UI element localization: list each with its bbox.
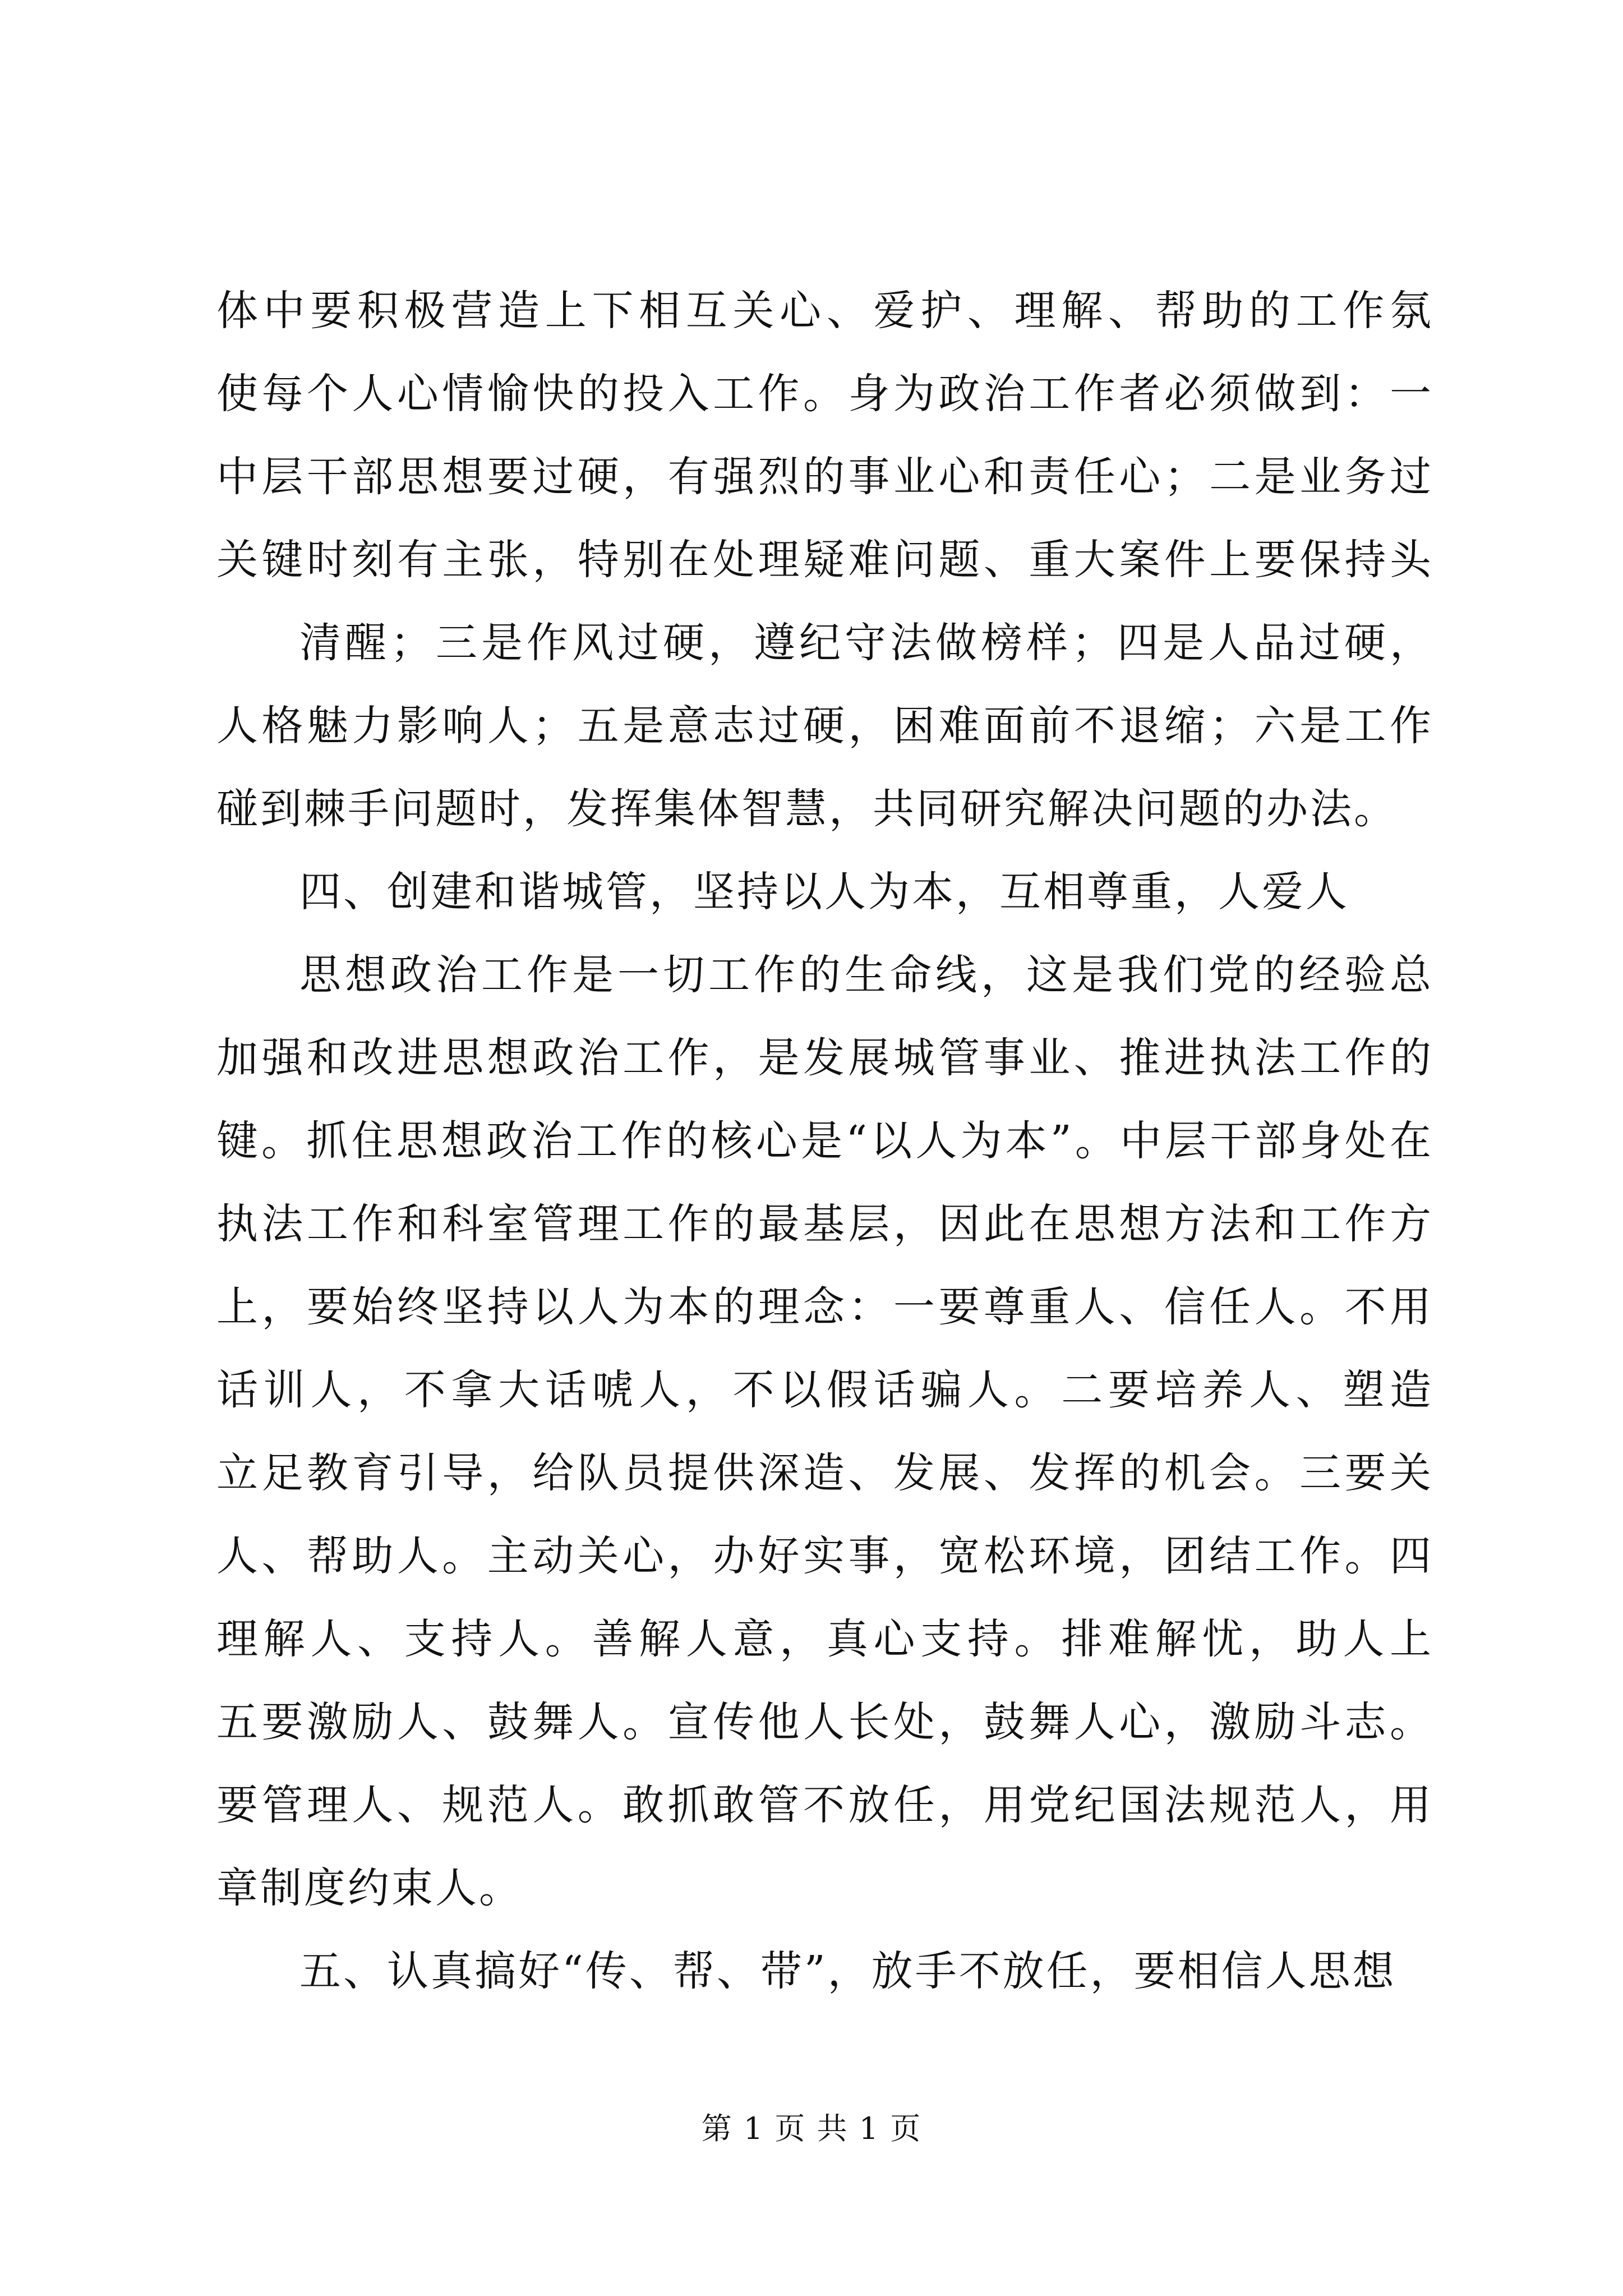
text-line: 人、帮助人。主动关心，办好实事，宽松环境，团结工作。四 <box>216 1532 1433 1580</box>
text-line: 清醒；三是作风过硬，遵纪守法做榜样；四是人品过硬， <box>299 619 1433 667</box>
text-line: 体中要积极营造上下相互关心、爱护、理解、帮助的工作氛 <box>216 287 1433 335</box>
text-line: 话训人，不拿大话唬人，不以假话骗人。二要培养人、塑造 <box>216 1366 1433 1414</box>
text-line: 关键时刻有主张，特别在处理疑难问题、重大案件上要保持头 <box>216 536 1433 584</box>
text-line: 立足教育引导，给队员提供深造、发展、发挥的机会。三要关 <box>216 1449 1433 1497</box>
text-line: 章制度约束人。 <box>216 1864 523 1912</box>
text-line: 键。抓住思想政治工作的核心是“以人为本”。中层干部身处在 <box>216 1117 1433 1165</box>
text-line: 要管理人、规范人。敢抓敢管不放任，用党纪国法规范人，用 <box>216 1781 1433 1829</box>
section-heading: 四、创建和谐城管，坚持以人为本，互相尊重，人爱人 <box>299 868 1349 916</box>
text-line: 加强和改进思想政治工作，是发展城管事业、推进执法工作的 <box>216 1034 1433 1082</box>
text-line: 五要激励人、鼓舞人。宣传他人长处，鼓舞人心，激励斗志。 <box>216 1698 1433 1746</box>
text-line: 思想政治工作是一切工作的生命线，这是我们党的经验总 <box>299 951 1433 999</box>
text-line: 使每个人心情愉快的投入工作。身为政治工作者必须做到：一 <box>216 370 1433 418</box>
page-footer: 第 1 页 共 1 页 <box>701 2111 922 2146</box>
document-body <box>216 269 1433 2013</box>
text-line: 理解人、支持人。善解人意，真心支持。排难解忧，助人上 <box>216 1615 1433 1663</box>
text-line: 人格魅力影响人；五是意志过硬，困难面前不退缩；六是工作 <box>216 702 1433 750</box>
text-line: 碰到棘手问题时，发挥集体智慧，共同研究解决问题的办法。 <box>216 785 1398 833</box>
section-heading: 五、认真搞好“传、帮、带”，放手不放任，要相信人思想 <box>299 1947 1396 1995</box>
text-line: 上，要始终坚持以人为本的理念：一要尊重人、信任人。不用 <box>216 1283 1433 1331</box>
text-line: 执法工作和科室管理工作的最基层，因此在思想方法和工作方 <box>216 1200 1433 1248</box>
text-line: 中层干部思想要过硬，有强烈的事业心和责任心；二是业务过 <box>216 453 1433 501</box>
